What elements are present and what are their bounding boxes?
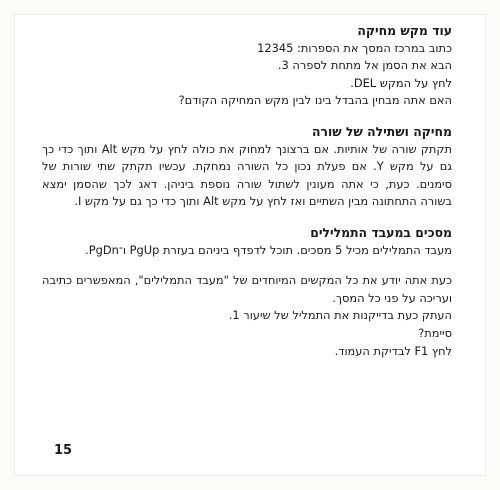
text-line: כתוב במרכז המסך את הספרות: 12345 [257, 40, 452, 55]
text-line: לחץ F1 לבדיקת העמוד. [334, 343, 452, 358]
text-line: הבא את הסמן אל מתחת לספרה 3. [277, 58, 452, 73]
section-delete-insert-line [42, 123, 452, 211]
section-heading: עוד מקש מחיקה [357, 23, 452, 38]
paragraph: תקתק שורה של אותיות. אם ברצונך למחוק את כולה לחץ על מקש Alt ותוך כדי כך גם על מקש Y. אם פעלת נכון כל השורה נמחקת. עכשיו תקתק שתי שורות של סימנים. כעת, כי אתה מעונין לשתול שורה נוספת ביניהן. דאג לכך שהסמן ימצא בשורה התחתונה מבין השתיים ואז לחץ על מקש Alt ותוך כדי כך גם על מקש I. [42, 141, 453, 209]
paragraph: כעת אתה יודע את כל המקשים המיוחדים של "מעבד התמלילים", המאפשרים כתיבה ועריכה על פני כל המסך. [42, 273, 452, 305]
book-page [14, 14, 486, 476]
text-line: סיימת? [418, 325, 452, 340]
section-heading: מסכים במעבד התמלילים [310, 224, 452, 240]
section-heading: מחיקה ושתילה של שורה [312, 123, 452, 139]
text-line: העתק כעת בדייקנות את התמליל של שיעור 1. [228, 308, 452, 323]
page-number: 15 [54, 443, 73, 458]
page-content [42, 22, 452, 373]
text-line: האם אתה מבחין בהבדל בינו לבין מקש המחיקה הקודם? [178, 93, 452, 108]
section-extra-delete-key [42, 22, 452, 110]
section-summary [42, 272, 452, 360]
paragraph: מעבד התמלילים מכיל 5 מסכים. תוכל לדפדף ביניהם בעזרת PgUp ו־PgDn. [85, 242, 452, 257]
section-word-processor-screens [42, 224, 452, 259]
text-line: לחץ על המקש DEL. [350, 75, 452, 90]
